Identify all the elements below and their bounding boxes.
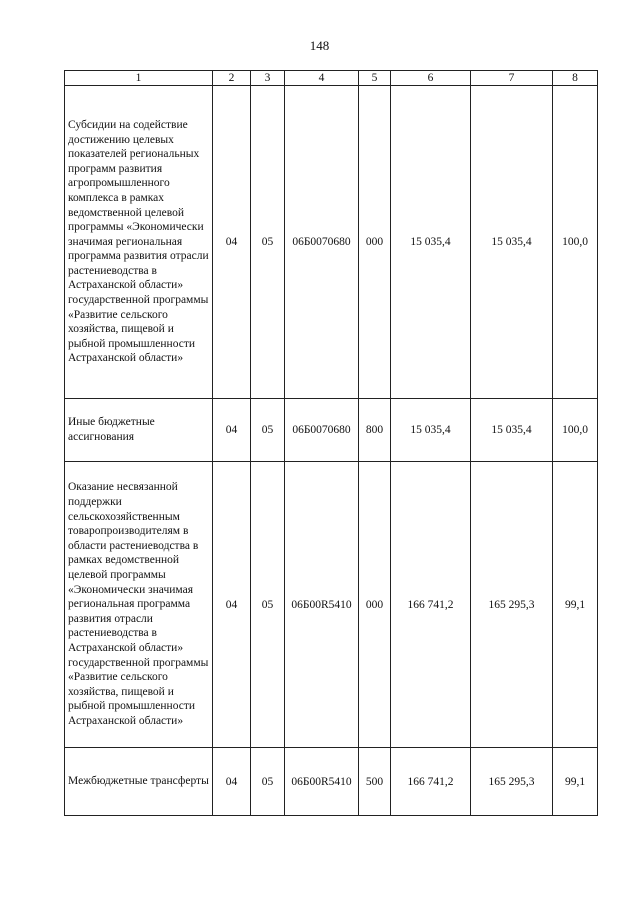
cell-planned: 166 741,2 [391, 462, 471, 748]
cell-percent: 99,1 [553, 462, 598, 748]
cell-executed: 15 035,4 [471, 399, 553, 462]
cell-percent: 99,1 [553, 748, 598, 816]
row-description [65, 462, 213, 748]
budget-table [64, 70, 598, 816]
row-description-text: Субсидии на содействие достижению целевых показателей региональных программ развития агропромышленного комплекса в рамках ведомственной целевой программы «Экономически значимая региональная программа развития отрасли растениеводства в Астраханской области» государственной программы «Развитие сельского хозяйства, пищевой и рыбной промышленности Астраханской области» [68, 118, 209, 365]
row-description-text: Оказание несвязанной поддержки сельскохозяйственным товаропроизводителям в области растениеводства в рамках ведомственной целевой программы «Экономически значимая региональная программа развития отрасли растениеводства в Астраханской области» государственной программы «Развитие сельского хозяйства, пищевой и рыбной промышленности Астраханской области» [68, 481, 209, 727]
cell-planned: 15 035,4 [391, 86, 471, 399]
column-header: 6 [391, 71, 471, 86]
cell-subsection: 05 [251, 748, 285, 816]
table-row [65, 748, 598, 816]
cell-target-item: 06Б00R5410 [285, 748, 359, 816]
cell-percent: 100,0 [553, 86, 598, 399]
cell-target-item: 06Б00R5410 [285, 462, 359, 748]
column-header: 7 [471, 71, 553, 86]
column-header: 8 [553, 71, 598, 86]
cell-percent: 100,0 [553, 399, 598, 462]
cell-executed: 165 295,3 [471, 462, 553, 748]
cell-expense-type: 000 [359, 462, 391, 748]
cell-section: 04 [213, 748, 251, 816]
cell-expense-type: 800 [359, 399, 391, 462]
cell-expense-type: 500 [359, 748, 391, 816]
table-header-row [65, 71, 598, 86]
cell-target-item: 06Б0070680 [285, 86, 359, 399]
column-header: 3 [251, 71, 285, 86]
cell-planned: 15 035,4 [391, 399, 471, 462]
cell-section: 04 [213, 399, 251, 462]
column-header: 2 [213, 71, 251, 86]
cell-executed: 165 295,3 [471, 748, 553, 816]
row-description-text: Иные бюджетные ассигнования [68, 416, 155, 443]
cell-expense-type: 000 [359, 86, 391, 399]
row-description [65, 86, 213, 399]
table-row [65, 462, 598, 748]
column-header: 1 [65, 71, 213, 86]
column-header: 5 [359, 71, 391, 86]
row-description [65, 748, 213, 816]
cell-section: 04 [213, 86, 251, 399]
cell-target-item: 06Б0070680 [285, 399, 359, 462]
table-row [65, 399, 598, 462]
cell-section: 04 [213, 462, 251, 748]
column-header: 4 [285, 71, 359, 86]
table-row [65, 86, 598, 399]
cell-subsection: 05 [251, 399, 285, 462]
page-number: 148 [309, 38, 330, 53]
cell-executed: 15 035,4 [471, 86, 553, 399]
cell-subsection: 05 [251, 86, 285, 399]
row-description-text: Межбюджетные трансферты [68, 775, 209, 788]
cell-subsection: 05 [251, 462, 285, 748]
row-description [65, 399, 213, 462]
cell-planned: 166 741,2 [391, 748, 471, 816]
